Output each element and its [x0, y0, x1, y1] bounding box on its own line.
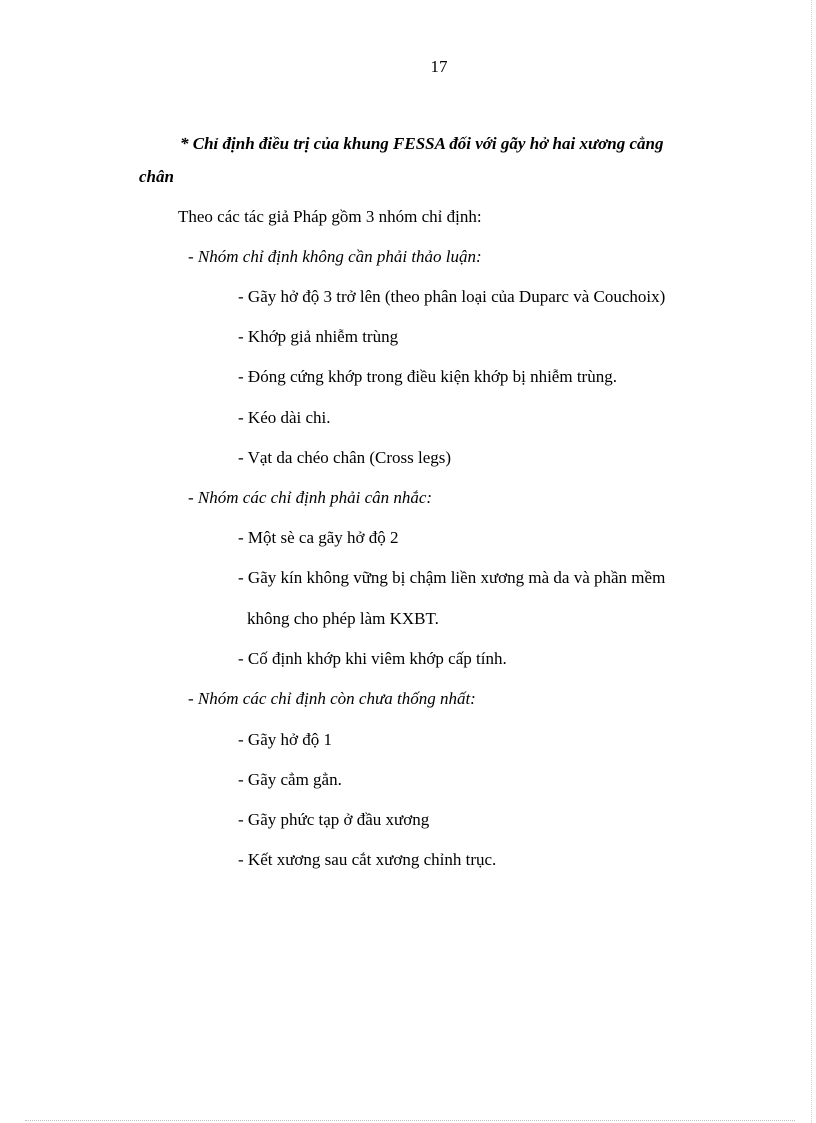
list-item: - Gãy cẳm gẳn.: [238, 770, 342, 789]
group-title-1: - Nhóm chỉ định không cần phải thảo luận:: [188, 247, 482, 266]
page-number: 17: [430, 57, 448, 76]
list-item: - Vạt da chéo chân (Cross legs): [238, 448, 452, 467]
group-title-3: - Nhóm các chỉ định còn chưa thống nhất:: [188, 689, 476, 708]
page-bottom-divider: [25, 1120, 795, 1121]
list-item: - Một sè ca gãy hở độ 2: [238, 528, 399, 547]
list-item-continuation: không cho phép làm KXBT.: [247, 609, 439, 628]
group-title-2: - Nhóm các chỉ định phải cân nhắc:: [188, 488, 433, 507]
list-item: - Gãy hở độ 3 trở lên (theo phân loại của Duparc và Couchoix): [238, 287, 666, 306]
list-item: - Khớp giả nhiễm trùng: [238, 327, 399, 346]
list-item: - Gãy hở độ 1: [238, 730, 332, 749]
list-item: - Kết xương sau cắt xương chỉnh trục.: [238, 850, 497, 869]
list-item: - Gãy kín không vững bị chậm liền xương mà da và phần mềm: [238, 568, 666, 587]
section-heading: * Chỉ định điều trị của khung FESSA đối với gãy hở hai xương cẳng: [180, 134, 664, 153]
section-heading-continuation: chân: [139, 167, 174, 186]
list-item: - Đóng cứng khớp trong điều kiện khớp bị nhiễm trùng.: [238, 367, 617, 386]
intro-paragraph: Theo các tác giả Pháp gồm 3 nhóm chỉ định:: [178, 207, 482, 226]
list-item: - Kéo dài chi.: [238, 408, 331, 427]
page-edge-divider: [811, 0, 812, 1123]
list-item: - Gãy phức tạp ở đầu xương: [238, 810, 430, 829]
list-item: - Cố định khớp khi viêm khớp cấp tính.: [238, 649, 507, 668]
